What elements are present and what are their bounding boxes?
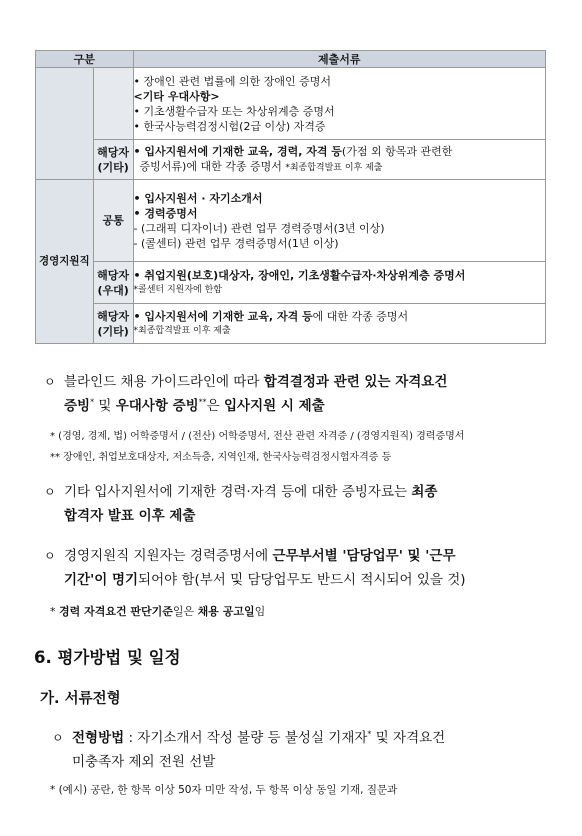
sub-cell-empty [93, 68, 133, 140]
para-text: 경영지원직 지원자는 경력증명서에 [64, 548, 273, 564]
footnote-bold-text: 채용 공고일 [197, 605, 255, 618]
footnote-3 [50, 603, 265, 619]
paragraph-blind-hiring [44, 370, 554, 418]
table-row [36, 262, 546, 304]
circle-bullet: ㅇ [52, 731, 64, 745]
table-row [36, 68, 546, 140]
table-row [36, 180, 546, 262]
doc-text: (가점 외 항목과 관련한 [341, 144, 453, 158]
doc-line: • 한국사능력검정시험(2급 이상) 자격증 [133, 119, 326, 133]
paragraph-career-certificate [44, 544, 554, 592]
doc-line: • 경력증명서 [133, 206, 198, 220]
footnote-mark: ** [198, 397, 207, 407]
para-text: 블라인드 채용 가이드라인에 따라 [64, 374, 264, 390]
circle-bullet: ㅇ [44, 549, 56, 563]
doc-line: • 입사지원서 · 자기소개서 [133, 191, 263, 205]
sub-cell-preferred: 해당자 (우대) [93, 262, 133, 304]
footnote-mark: * [90, 397, 95, 407]
section-heading: 6. 평가방법 및 일정 [34, 648, 181, 667]
paragraph-other-evidence [44, 480, 554, 528]
para-bold-text: 전형방법 [72, 730, 125, 746]
sub-cell-other: 해당자 (기타) [93, 304, 133, 344]
documents-cell [133, 262, 545, 304]
circle-bullet: ㅇ [44, 485, 56, 499]
footnote-2: ** 장애인, 취업보호대상자, 저소득층, 지역인재, 한국사능력검정시험자격증 등 [50, 452, 392, 463]
para-text: 기타 입사지원서에 기재한 경력·자격 등에 대한 증빙자료는 [64, 484, 412, 500]
para-bold-text: 합격자 발표 이후 제출 [64, 508, 196, 524]
para-text: 은 [206, 398, 225, 414]
doc-text: 에 대한 각종 증명서 [312, 309, 409, 323]
category-cell-management: 경영지원직 [36, 180, 94, 344]
circle-bullet: ㅇ [44, 375, 56, 389]
doc-text: 증빙서류)에 대한 각종 증명서 [139, 159, 282, 173]
para-bold-text: 증빙 [64, 398, 91, 414]
documents-cell [133, 68, 545, 140]
doc-line: <기타 우대사항> [133, 89, 220, 103]
sub-cell-common: 공통 [93, 180, 133, 262]
doc-bold-text: • 입사지원서에 기재한 교육, 경력, 자격 등 [133, 144, 342, 158]
doc-line: - (그래픽 디자이너) 관련 업무 경력증명서(3년 이상) [133, 221, 385, 235]
table-row [36, 304, 546, 344]
category-cell-upper [36, 68, 94, 180]
header-category: 구분 [36, 51, 134, 68]
para-text: 및 [94, 398, 116, 414]
footnote-mark: * [367, 729, 372, 739]
doc-note: *최종합격발표 이후 제출 [133, 325, 231, 336]
para-text: : 자기소개서 작성 불량 등 불성실 기재자 [124, 730, 368, 746]
doc-line: • 장애인 관련 법률에 의한 장애인 증명서 [133, 74, 332, 88]
para-bold-text: 기간'이 명기 [64, 572, 139, 588]
doc-line: • 취업지원(보호)대상자, 장애인, 기초생활수급자·차상위계층 증명서 [133, 268, 466, 282]
para-bold-text: 입사지원 시 제출 [224, 398, 325, 414]
doc-bold-text: • 입사지원서에 기재한 교육, 자격 등 [133, 309, 313, 323]
documents-cell [133, 180, 545, 262]
para-text: 되어야 함(부서 및 담당업무도 반드시 적시되어 있을 것) [138, 572, 466, 588]
para-text: 및 자격요건 [371, 730, 446, 746]
submission-documents-table [35, 50, 546, 344]
footnote-bold-text: 경력 자격요건 판단기준 [59, 605, 173, 618]
documents-cell [133, 304, 545, 344]
para-bold-text: 우대사항 증빙 [115, 398, 199, 414]
para-bold-text: 합격결정과 관련 있는 자격요건 [263, 374, 448, 390]
para-bold-text: 근무부서별 '담당업무' 및 '근무 [272, 548, 456, 564]
sub-cell-other: 해당자 (기타) [93, 140, 133, 180]
footnote-text: 임 [254, 605, 266, 618]
para-bold-text: 최종 [411, 484, 438, 500]
table-header-row [36, 51, 546, 68]
documents-cell [133, 140, 545, 180]
doc-line: • 기초생활수급자 또는 차상위계층 증명서 [133, 104, 335, 118]
footnote-1: * (경영, 경제, 법) 어학증명서 / (전산) 어학증명서, 전산 관련 자격증 / (경영지원직) 경력증명서 [50, 431, 465, 442]
header-documents: 제출서류 [133, 51, 545, 68]
para-text: 미충족자 제외 전원 선발 [72, 754, 216, 770]
footnote-text: * [50, 605, 59, 618]
table-row [36, 140, 546, 180]
doc-line: - (콜센터) 관련 업무 경력증명서(1년 이상) [133, 236, 339, 250]
paragraph-screening-method [44, 726, 554, 774]
footnote-4: * (예시) 공란, 한 항목 이상 50자 미만 작성, 두 항목 이상 동일 기재, 질문과 [50, 784, 398, 796]
doc-note: *최종합격발표 이후 제출 [285, 162, 383, 173]
doc-note: *콜센터 지원자에 한함 [133, 284, 222, 295]
subsection-heading: 가. 서류전형 [40, 691, 121, 707]
footnote-text: 일은 [172, 605, 198, 618]
